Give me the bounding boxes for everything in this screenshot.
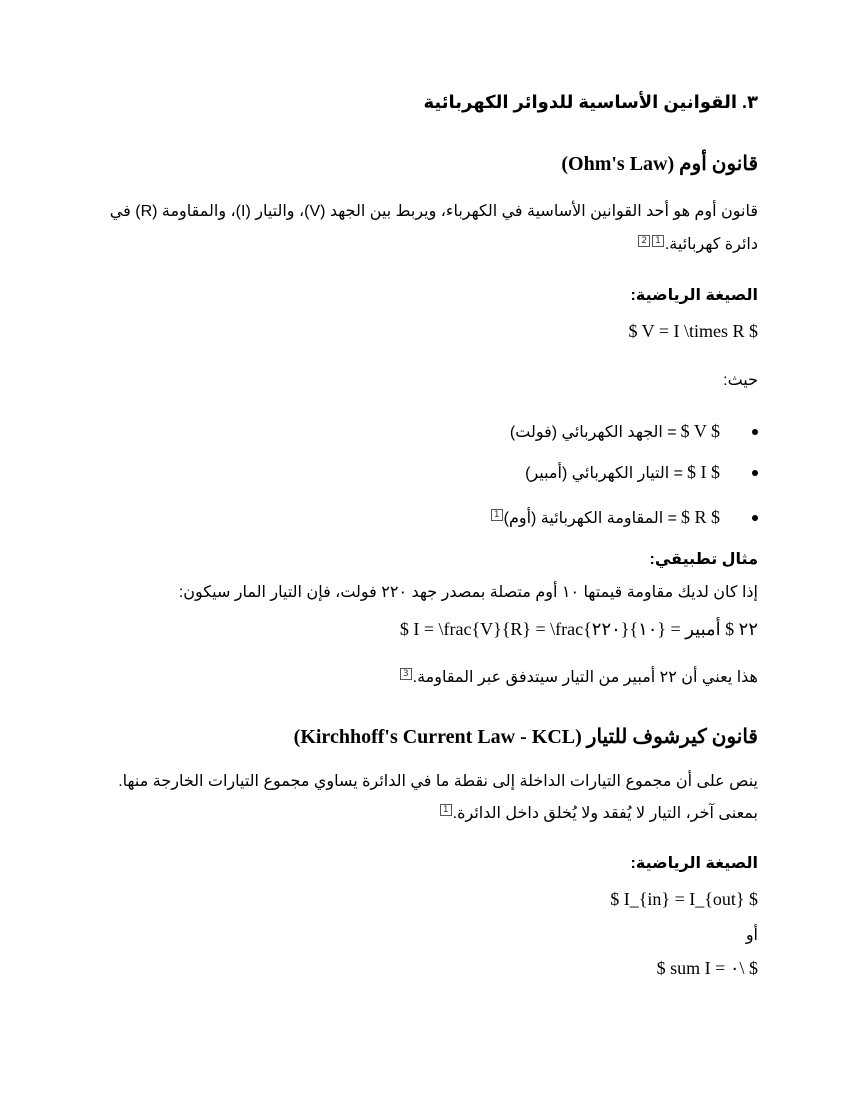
bullet-icon	[752, 429, 758, 435]
ohm-formula-label: الصيغة الرياضية:	[630, 287, 758, 304]
citation-marker[interactable]: 3	[400, 668, 412, 680]
list-item	[95, 462, 758, 483]
variable-symbol: $ R $	[680, 507, 720, 527]
citation-marker[interactable]: 2	[638, 235, 650, 247]
citation-marker[interactable]: 1	[652, 235, 664, 247]
kcl-formula-label: الصيغة الرياضية:	[630, 855, 758, 872]
example-result: هذا يعني أن ٢٢ أمبير من التيار سيتدفق عبر المقاومة.	[412, 669, 758, 686]
kcl-intro-line1: ينص على أن مجموع التيارات الداخلة إلى نقطة ما في الدائرة يساوي مجموع التيارات الخارجة منها.	[118, 773, 758, 790]
variable-symbol: $ V $	[680, 421, 720, 441]
list-item	[95, 507, 758, 528]
kcl-intro-line2: بمعنى آخر، التيار لا يُفقد ولا يُخلق داخل الدائرة.	[452, 805, 758, 822]
example-formula: $ I = \frac{V}{R} = \frac{٢٢٠}{١٠} = ٢٢ $ أمبير	[399, 619, 758, 639]
kcl-intro-line2-wrap	[95, 798, 758, 830]
example-label: مثال تطبيقي:	[649, 551, 758, 568]
ohm-intro-line2: دائرة كهربائية.	[664, 236, 758, 253]
section-title: ٣. القوانين الأساسية للدوائر الكهربائية	[423, 92, 758, 112]
kcl-formula-2: $ sum I = ٠\ $	[656, 958, 758, 978]
citation-marker[interactable]: 1	[440, 804, 452, 816]
example-text: إذا كان لديك مقاومة قيمتها ١٠ أوم متصلة بمصدر جهد ٢٢٠ فولت، فإن التيار المار سيكون:	[178, 584, 758, 601]
ohm-intro-line2-wrap	[95, 229, 758, 261]
kcl-formula-1: $ I_{in} = I_{out} $	[610, 889, 758, 909]
variable-description: = المقاومة الكهربائية (أوم)	[503, 510, 677, 527]
bullet-icon	[752, 515, 758, 521]
bullet-icon	[752, 470, 758, 476]
kcl-heading: قانون كيرشوف للتيار (Kirchhoff's Current Law - KCL)	[293, 726, 758, 748]
example-result-wrap	[95, 662, 758, 694]
ohm-formula: $ V = I \times R $	[628, 321, 758, 341]
ohm-intro-line1: قانون أوم هو أحد القوانين الأساسية في الكهرباء، ويربط بين الجهد (V)، والتيار (I)، والمقاومة (R) في	[109, 203, 758, 220]
ohm-heading: قانون أوم (Ohm's Law)	[561, 153, 758, 175]
ohm-where-label: حيث:	[723, 372, 758, 389]
variable-description: = التيار الكهربائي (أمبير)	[525, 465, 683, 482]
kcl-or-label: أو	[745, 927, 758, 944]
citation-marker[interactable]: 1	[491, 509, 503, 521]
list-item	[95, 421, 758, 442]
variable-symbol: $ I $	[687, 462, 720, 482]
variable-description: = الجهد الكهربائي (فولت)	[509, 424, 677, 441]
